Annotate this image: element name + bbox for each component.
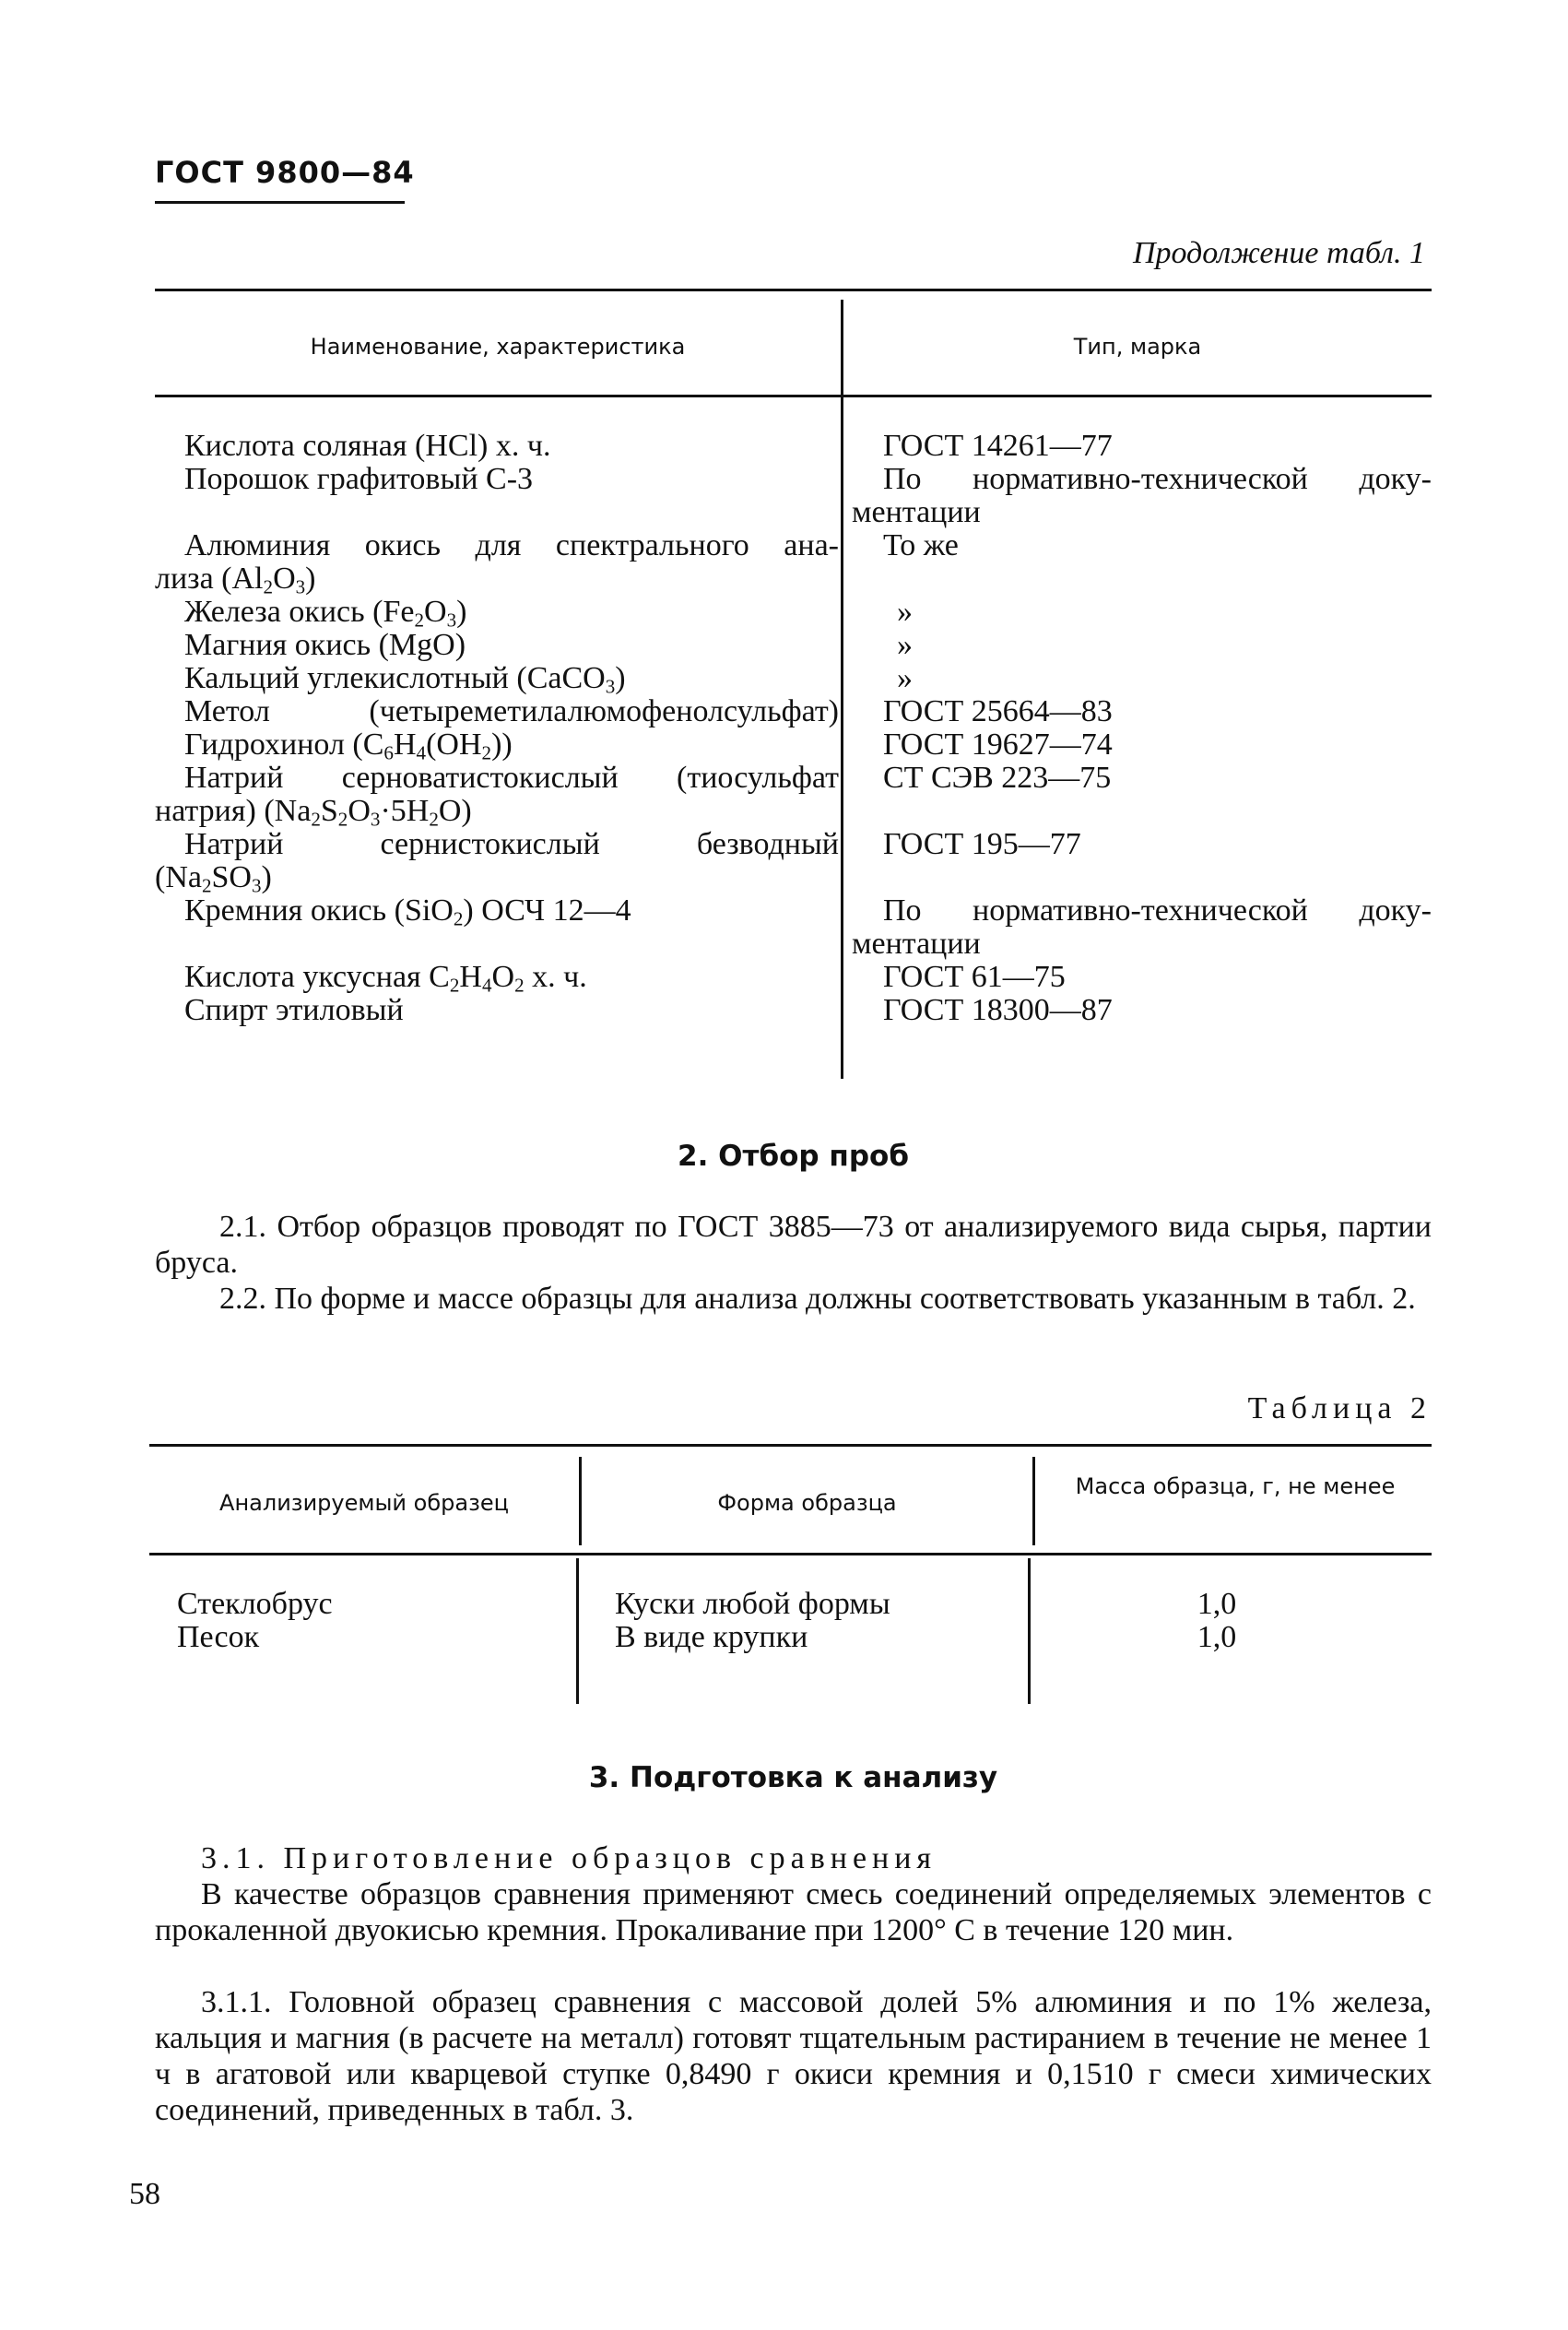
table-cell-type: ГОСТ 14261—77 [883,429,1113,463]
table2-header-rule [149,1553,1432,1555]
table-cell-type: По нормативно-технической доку- [883,462,1432,496]
section2-paragraph-1: 2.1. Отбор образцов проводят по ГОСТ 3885—73 от анализируемого вида сырья, партии бруса. [155,1210,1432,1280]
section3-paragraph-1: В качестве образцов сравнения применяют смесь соединений определяемых элементов с прокаленной двуокисью кремния. Прокаливание при 1200° С в течение 120 мин. [155,1877,1432,1947]
table-row: Кремния окись (SiO$_2$) ОСЧ 12—4 [184,893,631,930]
table1-continuation: Продолжение табл. 1 [1132,236,1425,270]
table-row: Метол (четыреметилалюмофенолсульфат) [184,694,839,728]
table-cell-type: ГОСТ 25664—83 [883,694,1113,728]
section2-title: 2. Отбор проб [678,1140,909,1173]
table-row: лиза $(Al_2O_3)$ [155,562,316,598]
section2-paragraph-2: 2.2. По форме и массе образцы для анализа должны соответствовать указанным в табл. 2. [219,1282,1416,1316]
table1-top-rule [155,289,1432,291]
table2-col-sample-header: Анализируемый образец [219,1490,509,1516]
table2-divider-2 [1032,1457,1035,1545]
table-cell-type: ГОСТ 61—75 [883,960,1066,994]
document-header: ГОСТ 9800—84 [155,155,415,190]
table2-col-mass-header: Масса образца, г, не менее [1075,1473,1396,1499]
table2-col-form-header: Форма образца [717,1490,897,1516]
table-row: Кислота соляная (HCl) х. ч. [184,429,551,463]
table2-top-rule [149,1444,1432,1447]
section3-paragraph-2: 3.1.1. Головной образец сравнения с массовой долей 5% алюминия и по 1% железа, кальция и магния (в расчете на металл) готовят тщательным растиранием в течение не менее 1 ч в агатовой или кварцевой ступке 0,8490 г окиси кремния и 0,1510 г смеси химических соединений, приведенных в табл. 3. [155,1985,1432,2127]
table-cell-type: ментации [852,927,981,961]
table-cell-type: » [897,661,913,695]
table1-column-divider [841,300,843,1079]
table2-caption: Таблица 2 [1247,1391,1432,1425]
table-row: Кальций углекислотный (CaCO$_3$) [184,661,626,698]
page-number: 58 [129,2177,160,2211]
table-cell-type: » [897,595,913,629]
header-underline [155,201,405,204]
section3-title: 3. Подготовка к анализу [588,1761,998,1794]
table-cell: 1,0 [1197,1587,1237,1621]
table-cell-type: ГОСТ 19627—74 [883,727,1113,762]
table-row: $(Na_2SO_3)$ [155,860,272,897]
table2-divider-2-body [1028,1558,1031,1704]
table-row: Натрий сернистокислый безводный [184,827,839,861]
table-row: Железа окись $(Fe_2O_3)$ [184,595,467,632]
table1-header-rule [155,395,1432,397]
table1-col-name-header: Наименование, характеристика [310,334,686,360]
table-cell: В виде крупки [615,1620,808,1654]
table-row: Натрий серноватистокислый (тиосульфат [184,761,839,795]
table-cell-type: ментации [852,495,981,529]
table-cell-type: По нормативно-технической доку- [883,893,1432,928]
table-row: Кислота уксусная $C_2H_4O_2$ х. ч. [184,960,587,997]
table-cell-type: ГОСТ 18300—87 [883,993,1113,1027]
table-cell: 1,0 [1197,1620,1237,1654]
table-row: Песок [177,1620,260,1654]
table-cell-type: » [897,628,913,662]
table-row: Стеклобрус [177,1587,333,1621]
table-cell-type: То же [883,528,959,562]
table-row: Алюминия окись для спектрального ана- [184,528,839,562]
table1-col-type-header: Тип, марка [1073,334,1202,360]
table-row: Спирт этиловый [184,993,404,1027]
table2-divider-1-body [576,1558,579,1704]
table-row: Порошок графитовый С-3 [184,462,534,496]
table-row: Магния окись (MgO) [184,628,466,662]
table-row: Гидрохинол $(C_6H_4(OH_2))$ [184,727,513,764]
table-cell-type: ГОСТ 195—77 [883,827,1081,861]
table-row: натрия) $(Na_2S_2O_3\cdot 5H_2O)$ [155,794,472,831]
section3-subheading: 3.1. Приготовление образцов сравнения [201,1841,937,1875]
table-cell-type: СТ СЭВ 223—75 [883,761,1112,795]
table-cell: Куски любой формы [615,1587,890,1621]
